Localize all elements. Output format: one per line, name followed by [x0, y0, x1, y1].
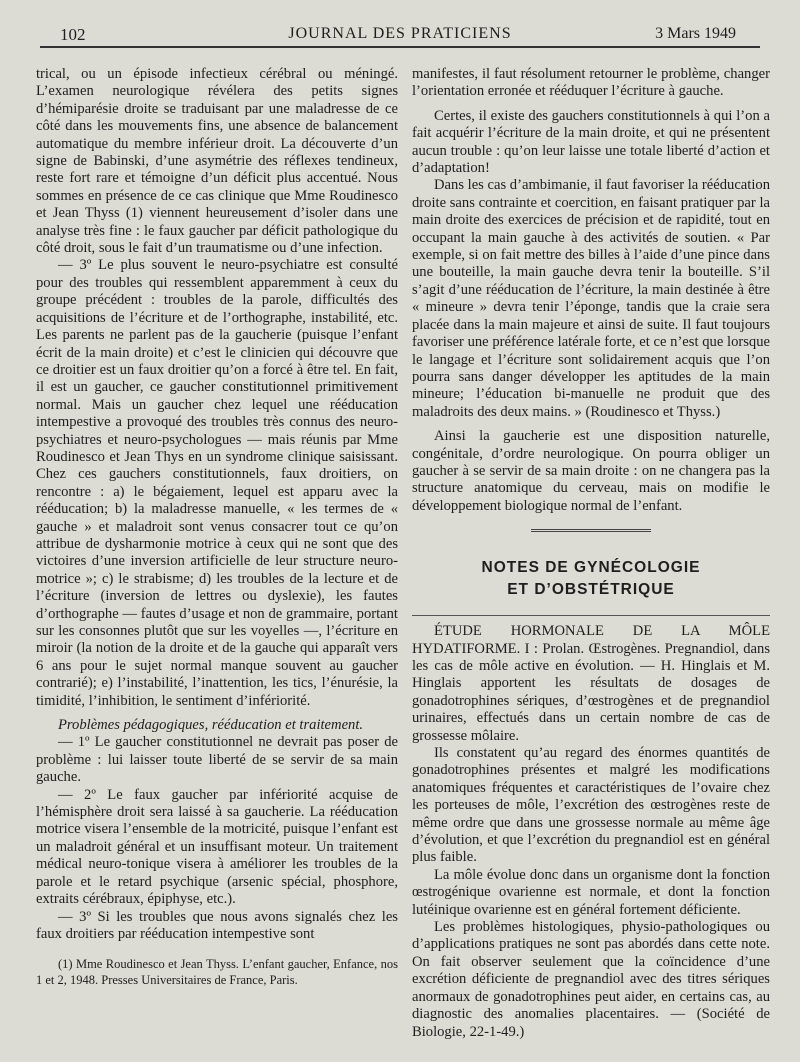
page-header	[40, 22, 760, 48]
left-column	[36, 66, 398, 988]
page-number: 102	[60, 25, 86, 44]
paragraph: Certes, il existe des gauchers constitutionnels à qui l’on a fait acquérir l’écriture de la main droite, et qui ne présentent aucun trouble : qu’on leur laisse une totale liberté d’action et d’adaptation!	[412, 107, 770, 177]
paragraph: — 3º Le plus souvent le neuro-psychiatre est consulté pour des troubles qui ressemblent apparemment à ceux du groupe précédent : troubles de la parole, difficultés des acquisitions de l’écriture et de l’orthographe, instabilité, etc. Les parents ne parlent pas de la gaucherie (puisque l’enfant écrit de la main droite) et c’est le clinicien qui découvre que ce droitier est un faux droitier qu’on a forcé à être tel. En fait, il est un gaucher, ce gaucher constitutionnel primitivement normal. Mais un gaucher chez lequel une rééducation intempestive a provoqué des troubles très connus des neuro-psychiatres et neuro-psychologues — mais réunis par Mme Roudinesco et Jean Thys en un syndrome clinique saisissant. Chez ces gauchers constitutionnels, faux droitiers, on rencontre : a) le bégaiement, lequel est apparu avec la rééducation; b) la maladresse manuelle, « les termes de « gauche » et maladroit sont venus consacrer tout ce qu’on attribue de dysharmonie motrice à ceux qui ne sont que des victoires d’une inversion artificielle de leur structure neuro-motrice »; c) le strabisme; d) les troubles de la lecture et de l’écriture (inversion de lettres ou dyslexie), les fautes d’orthographe — fautes d’usage et non de grammaire, portant sur les consonnes plutôt que sur les voyelles —, l’écriture en miroir (la notion de la droite et de la gauche qui apparaît vers 6 ans pour le sujet normal manque souvent au gaucher contrarié); e) l’instabilité, l’inattention, les tics, l’énurésie, la timidité, l’inhibition, le sentiment d’infériorité.	[36, 257, 398, 709]
article-paragraph: Les problèmes histologiques, physio-pathologiques ou d’applications pratiques ne sont pas abordés dans cette note. On fait observer seulement que la coïncidence d’une excrétion déficiente de pregnandiol avec des titres sériques anormaux de gonadotrophines peut aider, en certains cas, au diagnostic des anomalies placentaires. — (Société de Biologie, 22-1-49.)	[412, 919, 770, 1040]
paragraph: Dans les cas d’ambimanie, il faut favoriser la rééducation droite sans contrainte et coercition, en faisant pratiquer par la main droite des exercices de précision et de rapidité, tout en occupant la main gauche à des activités de soutien. « Par exemple, si on fait mettre des billes à l’aide d’une pince dans une bouteille, la main gauche devra tenir la bouteille. S’il s’agit d’une rééducation de l’écriture, la main destinée à être « mineure » devra tenir l’éponge, tandis que la craie sera placée dans la main majeure et ainsi de suite. Il faut toujours favoriser une préférence latérale forte, et ce n’est que lorsque le langage et l’écriture sont solidairement acquis que l’on pourra sans danger développer les aptitudes de la main mineure; l’éducation bi-manuelle ne produit que des maladroits des deux mains. » (Roudinesco et Thyss.)	[412, 177, 770, 420]
paragraph: Ainsi la gaucherie est une disposition naturelle, congénitale, d’ordre neurologique. On pourra obliger un gaucher à se servir de sa main droite : on ne changera pas la structure anatomique du cerveau, mais on modifie le développement biologique normal de l’enfant.	[412, 428, 770, 514]
section-divider	[531, 529, 651, 535]
paragraph: — 3º Si les troubles que nous avons signalés chez les faux droitiers par rééducation intempestive sont	[36, 908, 398, 942]
footnote: (1) Mme Roudinesco et Jean Thyss. L’enfant gaucher, Enfance, nos 1 et 2, 1948. Presses Universitaires de France, Paris.	[36, 957, 398, 987]
subheading: Problèmes pédagogiques, rééducation et traitement.	[58, 717, 364, 734]
journal-title: JOURNAL DES PRATICIENS	[288, 25, 512, 42]
article-rule	[412, 615, 770, 616]
paragraph: — 2º Le faux gaucher par infériorité acquise de l’hémisphère droit sera laissé à sa gaucherie. La rééducation motrice visera l’ensemble de la motricité, puisque l’enfant est un maladroit général et un insuffisant moteur. Un traitement médical neuro-tonique visera à améliorer les troubles de la parole et le retard psychique (arsenic spécial, phosphore, extraits cérébraux, épiphyse, etc.).	[36, 786, 398, 908]
right-column	[412, 66, 770, 1041]
paragraph: — 1º Le gaucher constitutionnel ne devrait pas poser de problème : lui laisser toute liberté de se servir de sa main gauche.	[36, 734, 398, 786]
header-rule	[40, 46, 760, 48]
article-paragraph: ÉTUDE HORMONALE DE LA MÔLE HYDATIFORME. I : Prolan. Œstrogènes. Pregnandiol, dans les cas de môle active en évolution. — H. Hinglais et M. Hinglais apportent les résultats de dosages de gonadotrophines sériques, d’œstrogènes et de pregnandiol urinaires, effectués dans un certain nombre de cas de grossesse môlaire.	[412, 623, 770, 744]
article-paragraph: Ils constatent qu’au regard des énormes quantités de gonadotrophines présentes et malgré les modifications anatomiques fréquentes et caractéristiques de l’ovaire chez les porteuses de môle, l’excrétion des œstrogènes reste de même ordre que dans une grossesse normale au même âge d’évolution, et que l’excrétion du pregnandiol est en général plus faible.	[412, 745, 770, 866]
section-title	[412, 557, 770, 601]
section-title-line-1: NOTES DE GYNÉCOLOGIE	[481, 559, 701, 577]
article-paragraph: La môle évolue donc dans un organisme dont la fonction œstrogénique ovarienne est normale, et dont la fonction lutéinique ovarienne est en général fortement déficiente.	[412, 866, 770, 918]
issue-date: 3 Mars 1949	[655, 25, 736, 42]
section-title-line-2: ET D’OBSTÉTRIQUE	[507, 581, 675, 599]
paragraph: manifestes, il faut résolument retourner le problème, changer l’orientation erronée et rééduquer l’écriture à gauche.	[412, 66, 770, 100]
paragraph: trical, ou un épisode infectieux cérébral ou méningé. L’examen neurologique révélera des petits signes d’hémiparésie droite se traduisant par une maladresse de ce côté dans les mouvements fins, une absence de balancement automatique du membre inférieur droit. La découverte d’un signe de Babinski, d’une asymétrie des réflexes tendineux, reste fort rare et témoigne d’un déficit plus accentué. Nous sommes en présence de ce cas clinique que Mme Roudinesco et Jean Thyss (1) viennent heureusement d’isoler dans une analyse très fine : le faux gaucher par déficit pathologique du côté droit, sous le fait d’un traumatisme ou d’une infection.	[36, 66, 398, 257]
